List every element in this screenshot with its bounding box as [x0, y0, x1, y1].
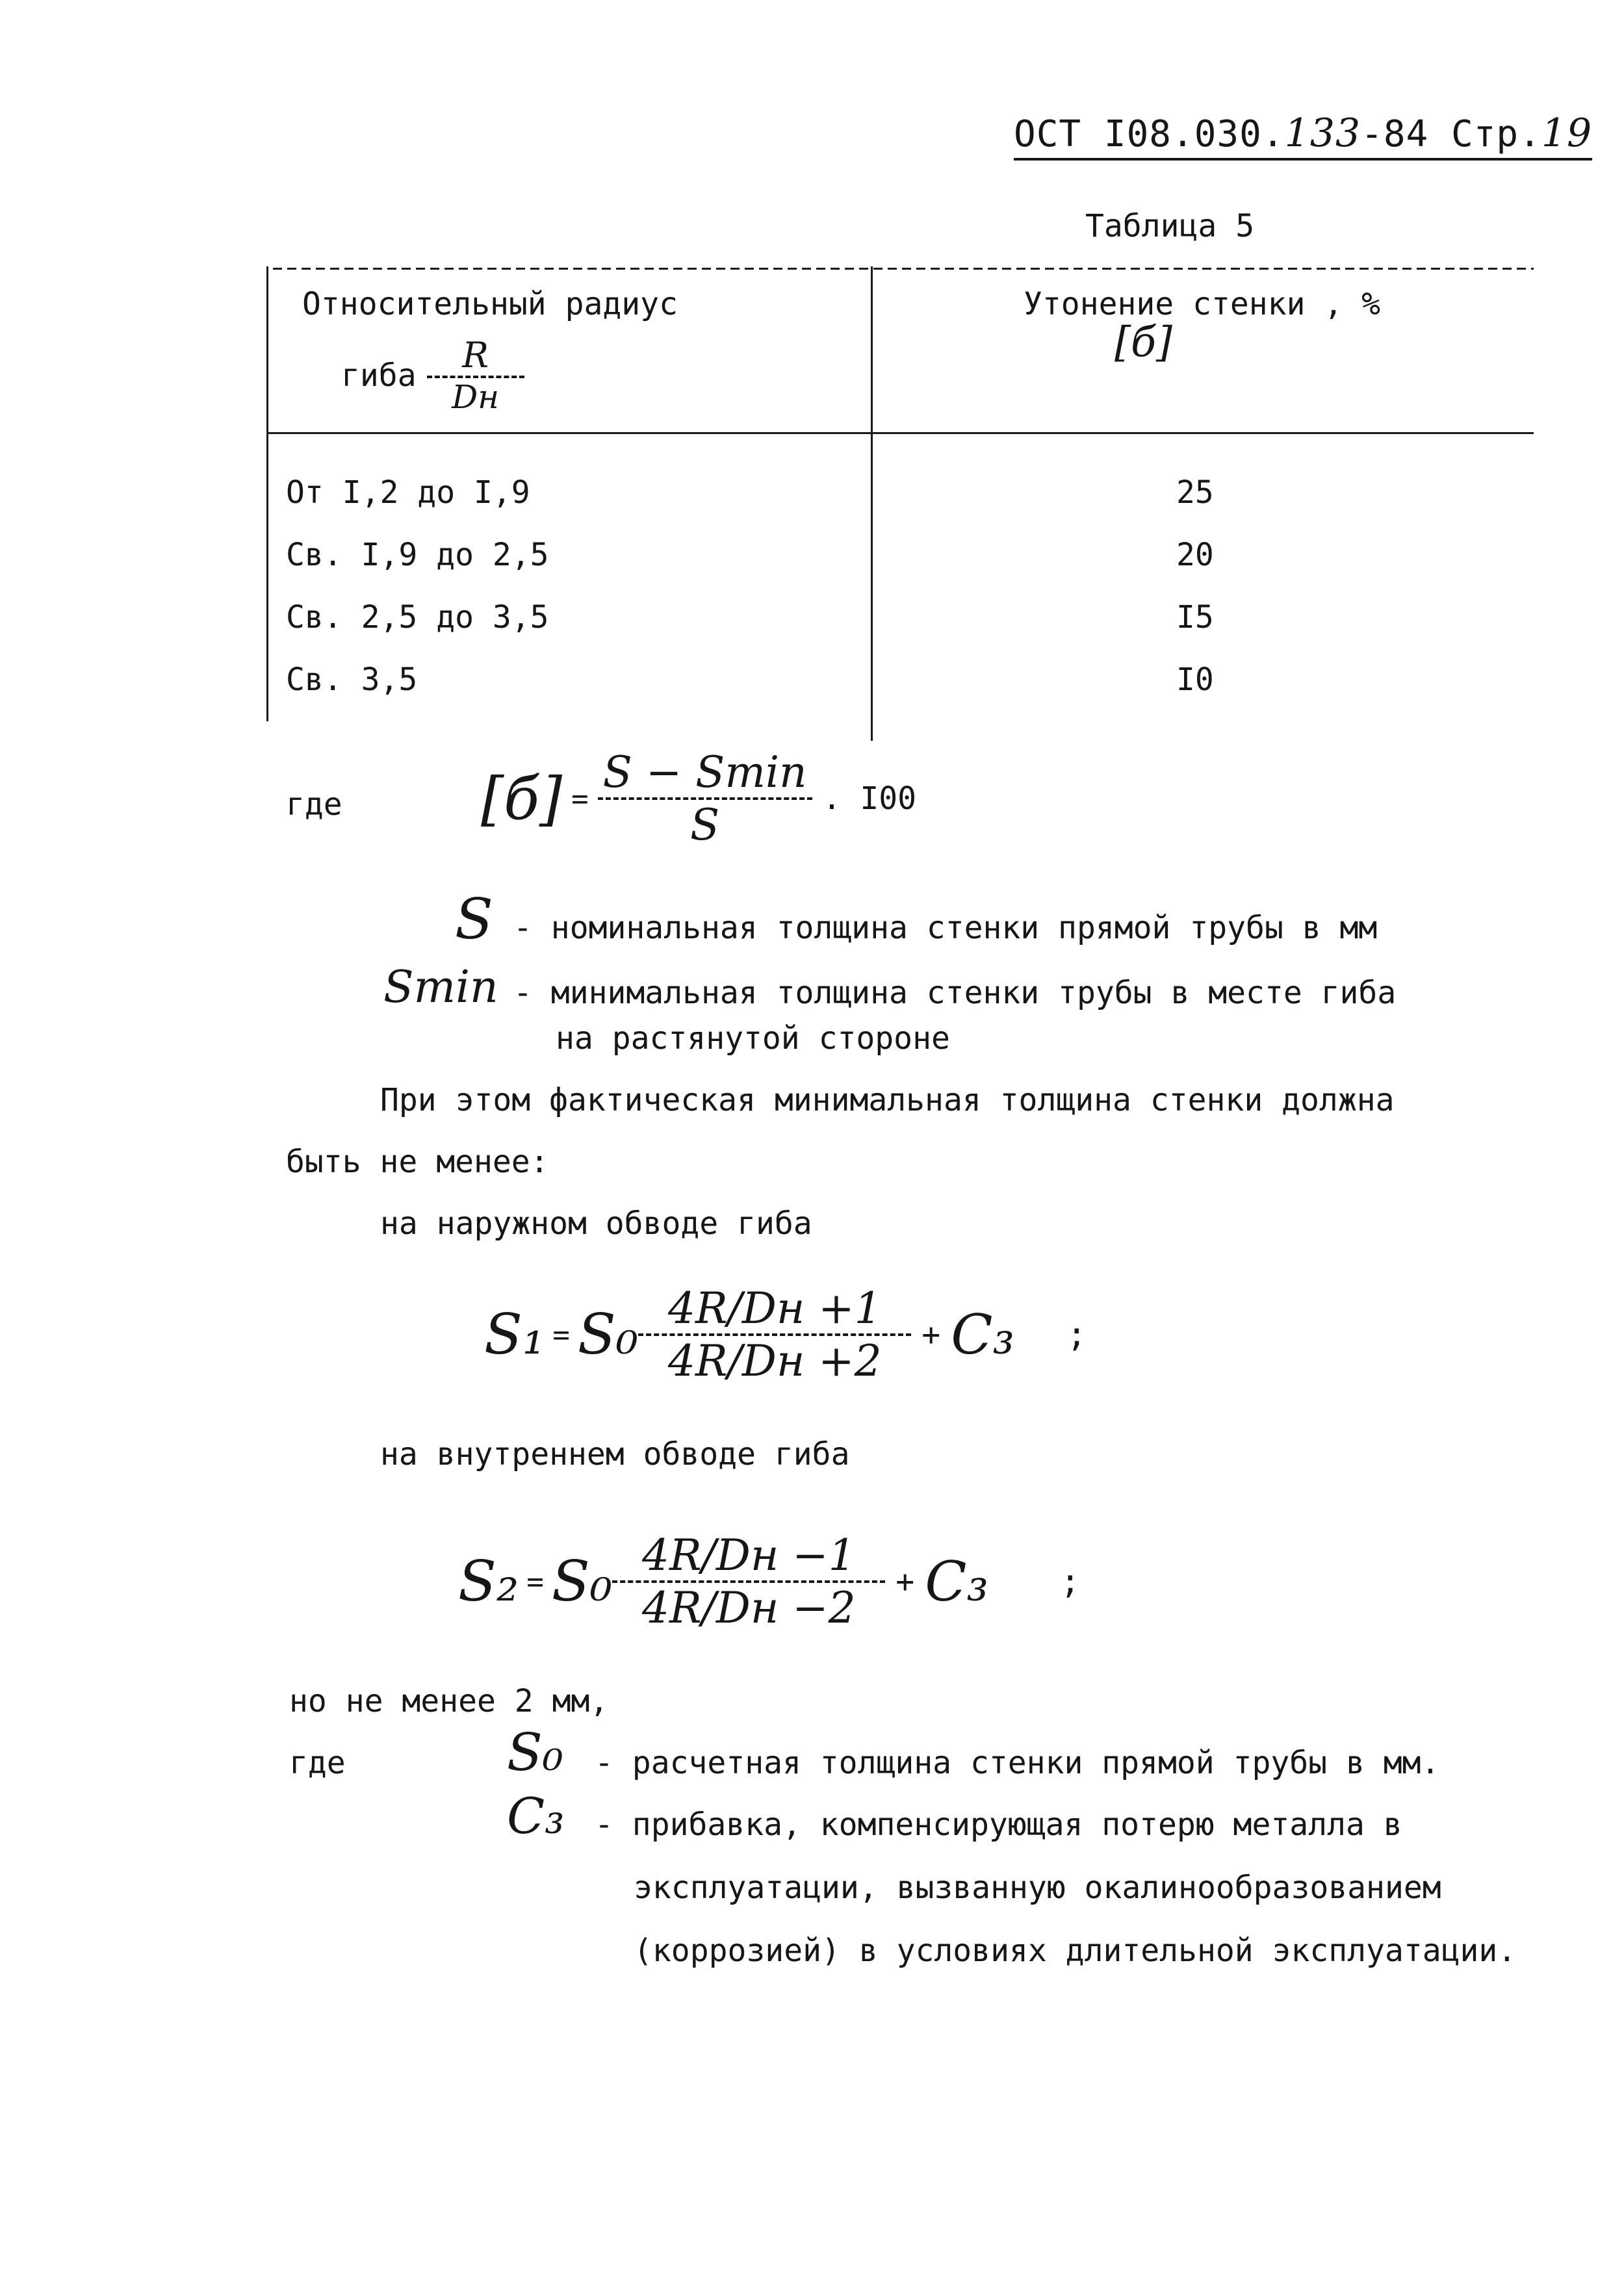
- def-S-symbol: S: [455, 887, 493, 952]
- formula3-fraction: [612, 1530, 885, 1633]
- table-caption: Таблица 5: [1085, 208, 1255, 244]
- def-C3-text2: эксплуатации, вызванную окалинообразованием: [634, 1870, 1441, 1906]
- fraction-denominator-Dn: Dн: [452, 378, 500, 416]
- formula2-end: ;: [1066, 1315, 1087, 1354]
- doc-code-text: ОСТ I08.030.: [1014, 113, 1285, 155]
- formula1-fraction: [598, 747, 812, 850]
- def-Smin-symbol: Smin: [383, 962, 498, 1013]
- outer-bend-label: на наружном обводе гиба: [380, 1205, 812, 1242]
- inner-bend-label: на внутреннем обводе гиба: [380, 1436, 850, 1472]
- min-note: но не менее 2 мм,: [289, 1683, 609, 1719]
- row3-value: I5: [1176, 599, 1214, 636]
- formula3-denominator: 4R/Dн −2: [641, 1583, 856, 1633]
- formula3-end: ;: [1060, 1562, 1081, 1601]
- row4-value: I0: [1176, 662, 1214, 698]
- col2-header-line1: Утонение стенки , %: [1024, 286, 1381, 322]
- paragraph-line2: быть не менее:: [286, 1144, 549, 1180]
- formula1-eq: =: [571, 782, 589, 816]
- formula1-mult: . I00: [822, 780, 917, 817]
- formula1-denominator: S: [690, 800, 720, 850]
- formula3-c3: C₃: [925, 1550, 989, 1613]
- col1-header-giba: гиба: [341, 357, 417, 394]
- defs2-where: где: [289, 1745, 346, 1781]
- formula1-where: где: [286, 786, 342, 823]
- def-S0-symbol: S₀: [507, 1722, 563, 1782]
- formula3: [458, 1530, 1080, 1633]
- formula3-lhs: S₂: [458, 1549, 519, 1614]
- row3-range: Св. 2,5 до 3,5: [286, 599, 549, 636]
- row2-range: Св. I,9 до 2,5: [286, 537, 549, 573]
- table-top-border: [273, 268, 1534, 270]
- formula2-numerator: 4R/Dн +1: [667, 1283, 882, 1333]
- formula3-eq: =: [526, 1565, 544, 1599]
- col1-header-line1: Относительный радиус: [302, 286, 678, 322]
- formula2-s0: S₀: [577, 1302, 639, 1367]
- formula2-lhs: S₁: [484, 1302, 545, 1367]
- doc-year: -84: [1361, 113, 1429, 155]
- def-C3-text1: - прибавка, компенсирующая потерю металла в: [595, 1806, 1402, 1843]
- formula3-plus: +: [896, 1563, 915, 1600]
- formula2-denominator: 4R/Dн +2: [667, 1336, 882, 1386]
- formula2-fraction: [638, 1283, 911, 1386]
- def-Smin-text2: на растянутой стороне: [556, 1020, 950, 1057]
- formula1: [481, 747, 916, 850]
- formula1-numerator: S − Smin: [602, 747, 807, 797]
- col1-header-line2: [341, 335, 524, 416]
- col1-header-fraction: [427, 335, 524, 416]
- def-Smin-text: - минимальная толщина стенки трубы в месте гиба: [513, 975, 1397, 1011]
- formula3-s0: S₀: [551, 1549, 613, 1614]
- paragraph-line1: При этом фактическая минимальная толщина стенки должна: [380, 1082, 1395, 1118]
- formula1-lhs: [б]: [481, 764, 563, 833]
- doc-code-hand: 133: [1284, 110, 1361, 156]
- fraction-numerator-R: R: [462, 335, 489, 376]
- row1-range: От I,2 до I,9: [286, 474, 530, 511]
- formula2-eq: =: [552, 1318, 570, 1352]
- row1-value: 25: [1176, 474, 1214, 511]
- row2-value: 20: [1176, 537, 1214, 573]
- def-S0-text: - расчетная толщина стенки прямой трубы в мм.: [595, 1745, 1440, 1781]
- table-left-border: [266, 266, 268, 721]
- page-number: 19: [1541, 110, 1593, 156]
- formula3-numerator: 4R/Dн −1: [641, 1530, 856, 1580]
- document-code: [1014, 110, 1592, 156]
- def-C3-symbol: C₃: [507, 1787, 565, 1845]
- col2-header-line2: [б]: [1115, 318, 1172, 366]
- formula2: [484, 1283, 1087, 1386]
- def-C3-text3: (коррозией) в условиях длительной эксплуатации.: [634, 1933, 1517, 1969]
- table-column-divider: [871, 266, 873, 741]
- row4-range: Св. 3,5: [286, 662, 418, 698]
- page-label: Стр.: [1450, 113, 1541, 155]
- table-header-divider: [266, 432, 1534, 434]
- formula2-plus: +: [922, 1317, 941, 1353]
- formula2-c3: C₃: [951, 1303, 1015, 1367]
- def-S-text: - номинальная толщина стенки прямой трубы в мм: [513, 910, 1378, 946]
